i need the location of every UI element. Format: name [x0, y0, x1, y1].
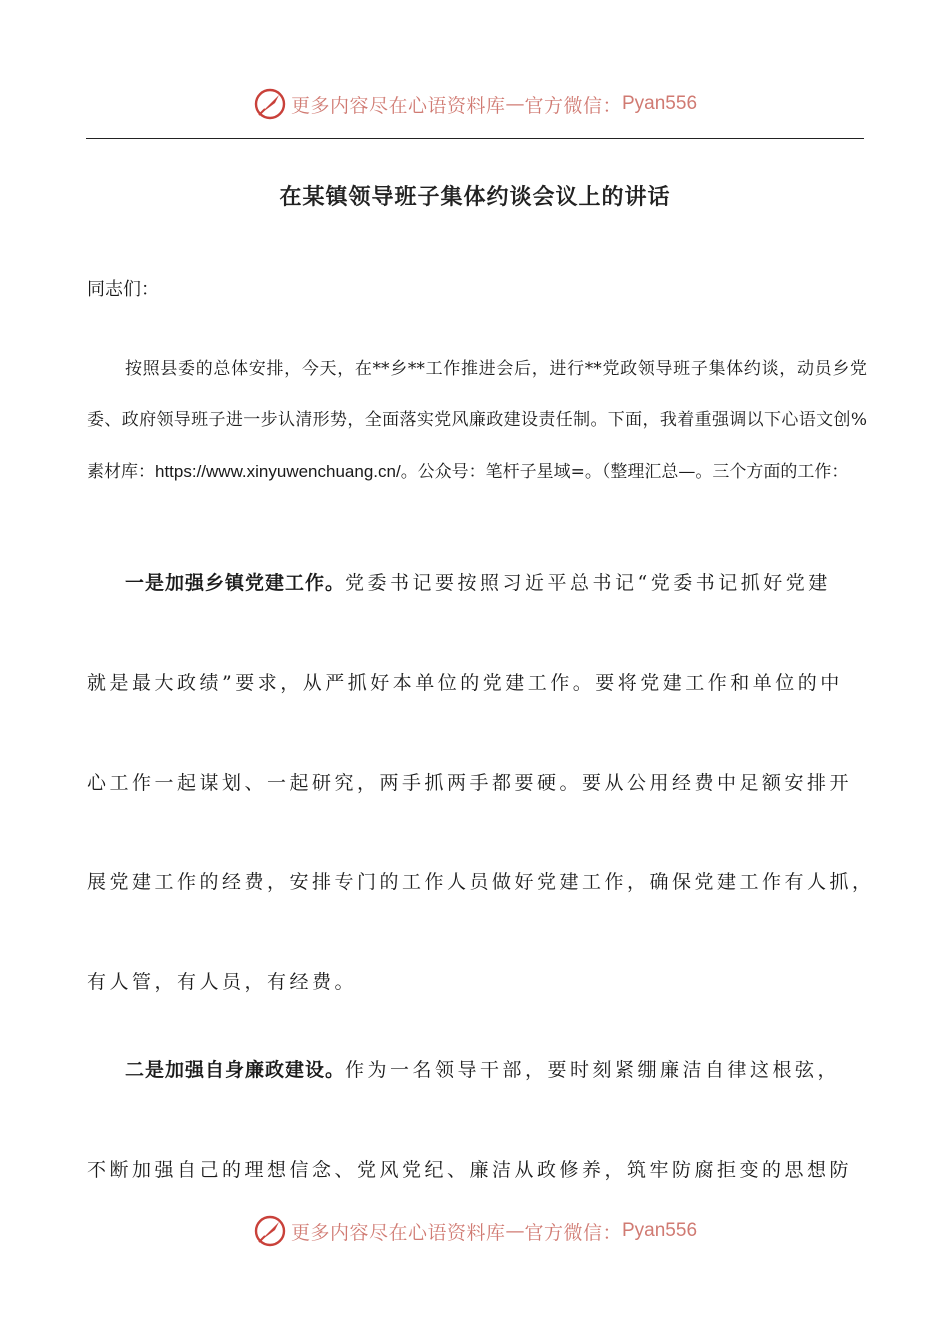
- intro-text-1: 按照县委的总体安排，今天，在**乡**工作推进会后，进行**党政领导班子集体约谈，动员乡党委、政府领导班子进一步认清形势，全面落实党风廉政建设责任制。下面，我着重强调以下心语文创%素材库：: [87, 359, 867, 482]
- point1-line-1: [87, 568, 877, 595]
- point2-heading: 二是加强自身廉政建设。: [125, 1059, 346, 1081]
- point2-line-2: 不断加强自己的理想信念、党风党纪、廉洁从政修养，筑牢防腐拒变的思想防: [87, 1159, 853, 1181]
- point1-heading: 一是加强乡镇党建工作。: [125, 572, 346, 594]
- point2-text: 作为一名领导干部，要时刻紧绷廉洁自律这根弦，: [345, 1059, 841, 1081]
- header-brand: [0, 84, 950, 124]
- intro-url: https://www.xinyuwenchuang.cn/: [155, 462, 401, 481]
- brand-wechat-id: Pyan556: [622, 1220, 698, 1241]
- point1-line-4: 展党建工作的经费，安排专门的工作人员做好党建工作，确保党建工作有人抓，: [87, 871, 875, 893]
- brand-separator: —: [505, 93, 525, 115]
- point1-line-5: 有人管，有人员，有经费。: [87, 971, 358, 993]
- brand-wechat-label: 官方微信：: [524, 1221, 622, 1244]
- point1-line-2: 就是最大政绩”要求，从严抓好本单位的党建工作。要将党建工作和单位的中: [87, 672, 843, 694]
- point2-line-1: [87, 1055, 877, 1082]
- intro-text-2: 。公众号：笔杆子星域=。（整理汇总—。三个方面的工作：: [400, 462, 849, 482]
- document-title: 在某镇领导班子集体约谈会议上的讲话: [279, 185, 671, 210]
- point1-line-3: 心工作一起谋划、一起研究，两手抓两手都要硬。要从公用经费中足额安排开: [87, 772, 853, 794]
- point1-text: 党委书记要按照习近平总书记“党委书记抓好党建: [345, 572, 831, 594]
- footer-brand: [0, 1211, 950, 1251]
- brand-text: 更多内容尽在心语资料库: [290, 94, 506, 117]
- intro-paragraph: [87, 344, 867, 498]
- quill-logo-icon: [253, 1214, 287, 1248]
- quill-logo-icon: [253, 87, 287, 121]
- header-divider: [86, 138, 864, 139]
- brand-wechat-label: 官方微信：: [524, 94, 622, 117]
- brand-separator: —: [505, 1220, 525, 1242]
- brand-text: 更多内容尽在心语资料库: [290, 1221, 506, 1244]
- salutation: 同志们：: [87, 279, 159, 300]
- brand-wechat-id: Pyan556: [622, 93, 698, 114]
